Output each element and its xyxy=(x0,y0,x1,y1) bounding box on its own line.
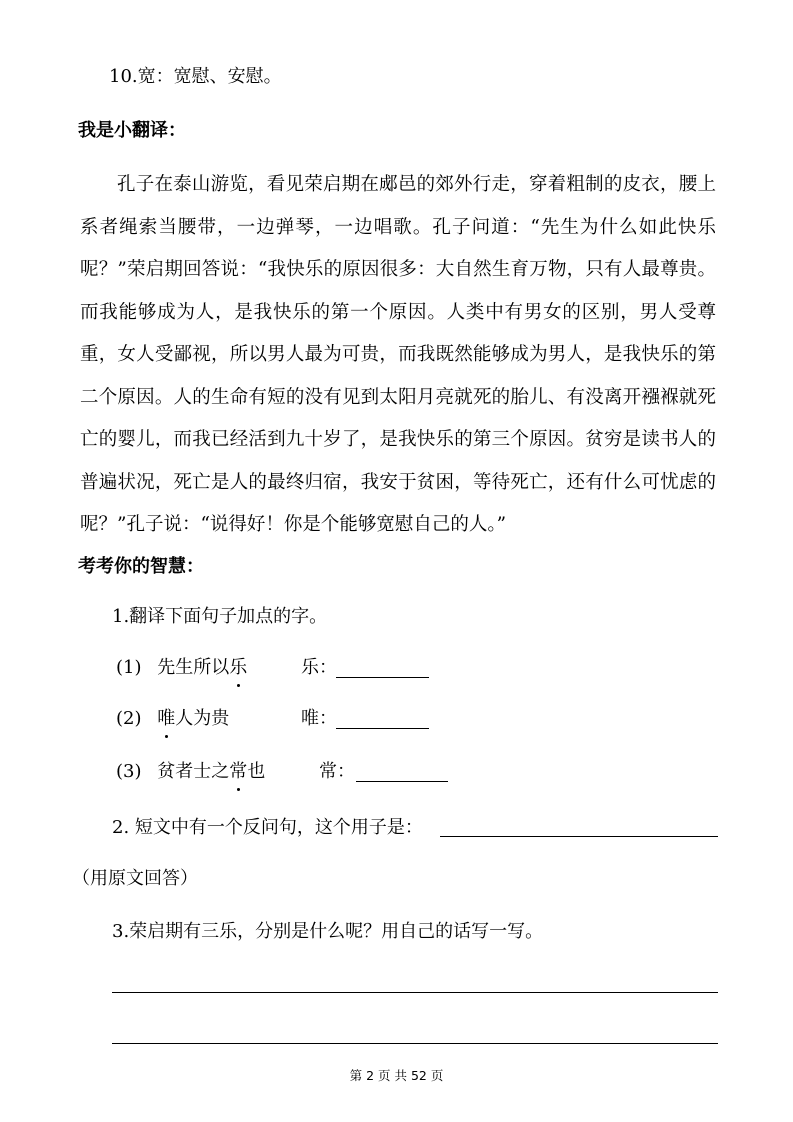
dotted-char: 常 xyxy=(229,759,247,785)
answer-blank-2[interactable] xyxy=(336,728,429,729)
translation-paragraph: 孔子在泰山游览，看见荣启期在郕邑的郊外行走，穿着粗制的皮衣，腰上系者绳索当腰带，一边弹琴，一边唱歌。孔子问道：“先生为什么如此快乐呢？”荣启期回答说：“我快乐的原因很多：大自然生育万物，只有人最尊贵。而我能够成为人，是我快乐的第一个原因。人类中有男女的区别，男人受尊重，女人受鄙视，所以男人最为可贵，而我既然能够成为男人，是我快乐的第二个原因。人的生命有短的没有见到太阳月亮就死的胎儿、有没离开襁褓就死亡的婴儿，而我已经活到九十岁了，是我快乐的第三个原因。贫穷是读书人的普遍状况，死亡是人的最终归宿，我安于贫困，等待死亡，还有什么可忧虑的呢？”孔子说：“说得好！你是个能够宽慰自己的人。” xyxy=(80,174,716,535)
definition-line: 10.宽：宽慰、安慰。 xyxy=(109,66,282,87)
quiz-heading: 考考你的智慧： xyxy=(78,556,204,577)
item-text-pre: 贫者士之 xyxy=(157,761,230,782)
answer-blank-1[interactable] xyxy=(336,677,429,678)
question-1-item xyxy=(116,706,229,732)
item-text-post: 也 xyxy=(247,761,266,782)
question-2-note: （用原文回答） xyxy=(72,868,198,889)
question-3-prompt: 3.荣启期有三乐，分别是什么呢？用自己的话写一写。 xyxy=(112,921,544,942)
question-1-item xyxy=(116,655,247,681)
item-text-pre: 先生所以 xyxy=(157,657,230,678)
item-number: (2) xyxy=(116,708,142,729)
answer-blank-3[interactable] xyxy=(356,781,448,782)
page-footer: 第 2 页 共 52 页 xyxy=(349,1068,444,1083)
item-number: (3) xyxy=(116,761,142,782)
dotted-char: 乐 xyxy=(229,655,247,681)
answer-label: 常： xyxy=(319,761,355,782)
question-1-prompt: 1.翻译下面句子加点的字。 xyxy=(112,606,328,627)
translation-heading: 我是小翻译： xyxy=(78,120,186,141)
answer-blank-q2[interactable] xyxy=(440,836,718,837)
item-number: (1) xyxy=(116,657,142,678)
answer-label: 乐： xyxy=(301,657,337,678)
dotted-char: 唯 xyxy=(157,706,175,732)
answer-line-1[interactable] xyxy=(112,992,718,993)
item-text-post: 人为贵 xyxy=(175,708,230,729)
question-2-prompt: 2. 短文中有一个反问句，这个用子是： xyxy=(112,817,423,838)
question-1-item xyxy=(116,759,265,785)
answer-label: 唯： xyxy=(301,708,337,729)
answer-line-2[interactable] xyxy=(112,1043,718,1044)
